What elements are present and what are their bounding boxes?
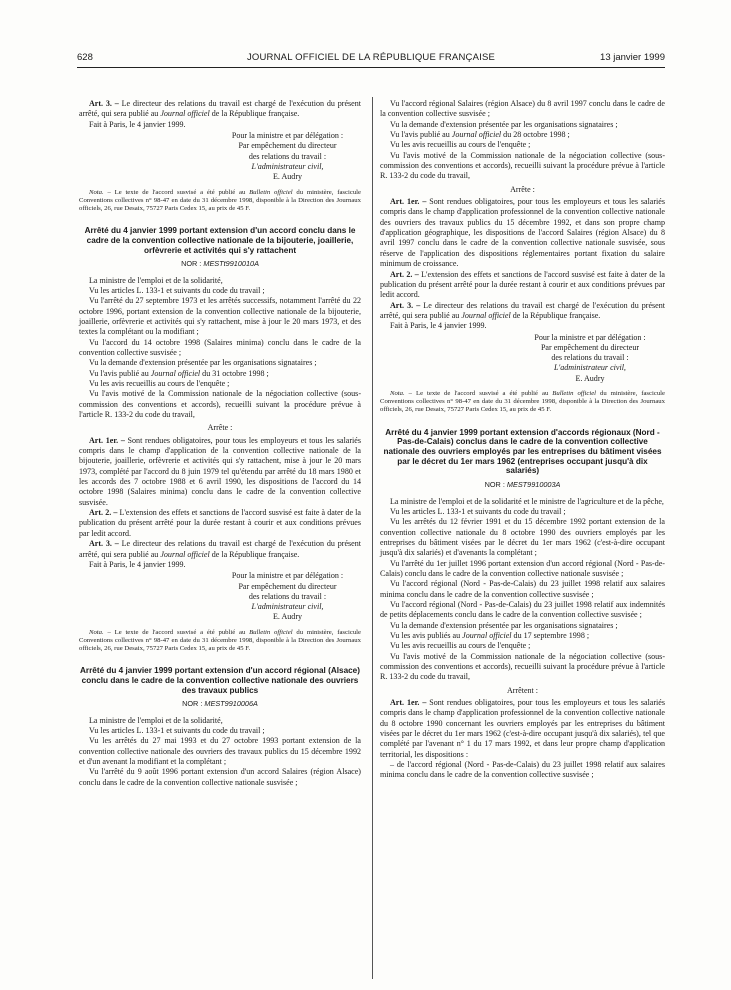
paragraph: Vu les articles L. 133-1 et suivants du code du travail ; [390, 506, 566, 516]
arrete-title-bijouterie: Arrêté du 4 janvier 1999 portant extension d'un accord conclu dans le cadre de la convention collective nationale de la bijouterie, joaillerie, orfèvrerie et activités qui s'y rattachent [84, 226, 356, 255]
fait-a-paris: Fait à Paris, le 4 janvier 1999. [89, 119, 186, 129]
signature-block: Pour la ministre et par délégation : Par empêchement du directeur des relations du travail : L'administrateur civil, E. Audry [231, 571, 344, 622]
arrete-title-batiment: Arrêté du 4 janvier 1999 portant extension d'accords régionaux (Nord - Pas-de-Calais) conclus dans le cadre de la convention collective nationale des ouvriers employés par les entreprises du bâtiment visées par le décret du 1er mars 1962 (entreprises occupant jusqu'à dix salariés) [383, 427, 662, 476]
arretent-heading: Arrêtent : [506, 685, 539, 695]
paragraph: Vu la demande d'extension présentée par les organisations signataires ; [89, 358, 317, 368]
nor-reference: NOR : MEST9910006A [182, 699, 258, 709]
column-divider [372, 97, 373, 979]
article-1: Art. 1er. – Sont rendues obligatoires, pour tous les employeurs et tous les salariés compris dans le champ d'application de la convention collective nationale de la bijouterie, joaillerie, orfèvrerie et activités qui s'y rattachent, mise à jour le 20 mars 1973, complété par l'accord du 8 juin 1979 tel qu'étendu par arrêté du 18 mars 1980 et les accords des 7 octobre 1988 et 6 avril 1990, les dispositions de l'accord du 14 octobre 1998 (Salaires minima) conclu dans le cadre de la convention collective susvisée. [79, 435, 361, 507]
nota: Nota. – Le texte de l'accord susvisé a été publié au Bulletin officiel du ministère, fascicule Conventions collectives n° 98-47 en date du 31 décembre 1998, disponible à la Direction des Journaux officiels, 26, rue Desaix, 75727 Paris Cedex 15, au prix de 45 F. [79, 188, 362, 212]
article-2: Art. 2. – L'extension des effets et sanctions de l'accord susvisé est faite à dater de la publication du présent arrêté pour la durée restant à courir et aux conditions prévues par ledit accord. [380, 269, 665, 300]
nor-reference: NOR : MEST9910003A [484, 480, 561, 490]
fait-a-paris: Fait à Paris, le 4 janvier 1999. [89, 559, 186, 569]
paragraph: Vu les avis recueillis au cours de l'enquête ; [390, 140, 531, 150]
left-column [79, 99, 361, 788]
paragraph: Vu les avis publiés au Journal officiel du 17 septembre 1998 ; [390, 630, 590, 640]
nota: Nota. – Le texte de l'accord susvisé a été publié au Bulletin officiel du ministère, fascicule Conventions collectives n° 98-47 en date du 31 décembre 1998, disponible à la Direction des Journaux officiels, 26, rue Desaix, 75727 Paris Cedex 15, au prix de 45 F. [79, 628, 362, 653]
article-1: Art. 1er. – Sont rendues obligatoires, pour tous les employeurs et tous les salariés compris dans le champ d'application professionnel de la convention collective nationale du 8 octobre 1990 concernant les ouvriers employés par les entreprises du bâtiment visées par le décret du 1er mars 1962 (c'est-à-dire occupant jusqu'à dix salariés), tel que complété par l'avenant n° 1 du 17 mars 1992, et dans leur propre champ d'application territorial, les dispositions : [380, 698, 665, 759]
paragraph: Vu l'arrêté du 9 août 1996 portant extension d'un accord Salaires (région Alsace) conclu dans le cadre de la convention collective nationale susvisée ; [79, 767, 361, 787]
nor-reference: NOR : MESTt9910010A [181, 259, 259, 269]
article-2: Art. 2. – L'extension des effets et sanctions de l'accord susvisé est faite à dater de la publication du présent arrêté pour la durée restant à courir et aux conditions prévues par ledit accord. [79, 508, 361, 538]
header-rule [77, 67, 665, 68]
paragraph: La ministre de l'emploi et de la solidarité et le ministre de l'agriculture et de la pêche, [390, 496, 664, 506]
page-header [77, 52, 665, 66]
paragraph: Vu l'accord du 14 octobre 1998 (Salaires minima) conclu dans le cadre de la convention collective susvisée ; [79, 337, 361, 357]
paragraph: Vu l'avis motivé de la Commission nationale de la négociation collective (sous-commission des conventions et accords), recueilli suivant la procédure prévue à l'article R. 133-2 du code du travail, [79, 389, 361, 420]
paragraph: Vu les arrêtés du 12 février 1991 et du 15 décembre 1992 portant extension de la convention collective nationale du 8 octobre 1990 des ouvriers employés par les entreprises du bâtiment visées par le décret du 1er mars 1962 (c'est-à-dire occupant jusqu'à dix salariés) et d'avenants la complétant ; [380, 517, 665, 558]
paragraph: Vu l'accord régional Salaires (région Alsace) du 8 avril 1997 conclu dans le cadre de la convention collective susvisée ; [380, 99, 665, 119]
paragraph: Vu l'accord régional (Nord - Pas-de-Calais) du 23 juillet 1998 relatif aux indemnités de petits déplacements conclu dans le cadre de la convention collective susvisée ; [380, 599, 665, 620]
paragraph: La ministre de l'emploi et de la solidarité, [89, 715, 223, 725]
arrete-heading: Arrête : [207, 423, 233, 433]
paragraph: Vu les avis recueillis au cours de l'enquête ; [390, 641, 531, 651]
article-3: Art. 3. – Le directeur des relations du travail est chargé de l'exécution du présent arrêté, qui sera publié au Journal officiel de la République française. [79, 539, 362, 559]
article-3: Art. 3. – Le directeur des relations du travail est chargé de l'exécution du présent arrêté, qui sera publié au Journal officiel de la République française. [79, 99, 362, 119]
paragraph: Vu les arrêtés du 27 mai 1993 et du 27 octobre 1993 portant extension de la convention collective nationale des ouvriers des travaux publics du 15 décembre 1992 et d'un avenant la modifiant et la complétant ; [79, 736, 361, 767]
paragraph: Vu l'accord régional (Nord - Pas-de-Calais) du 23 juillet 1998 relatif aux salaires minima conclu dans le cadre de la convention collective susvisée ; [380, 579, 665, 599]
issue-date: 13 janvier 1999 [600, 52, 665, 63]
signature-block: Pour la ministre et par délégation : Par empêchement du directeur des relations du travail : L'administrateur civil, E. Audry [231, 131, 344, 182]
signature-block: Pour la ministre et par délégation : Par empêchement du directeur des relations du travail : L'administrateur civil, E. Audry [534, 332, 646, 383]
paragraph: Vu l'arrêté du 1er juillet 1996 portant extension d'un accord régional (Nord - Pas-de-Calais) conclu dans le cadre de la convention collective nationale susvisée ; [380, 558, 665, 578]
paragraph: Vu l'avis publié au Journal officiel du 28 octobre 1998 ; [390, 130, 570, 140]
paragraph: Vu l'avis motivé de la Commission nationale de la négociation collective (sous-commission des conventions et accords), recueilli suivant la procédure prévue à l'article R. 133-2 du code du travail, [380, 150, 665, 181]
paragraph: Vu la demande d'extension présentée par les organisations signataires ; [390, 119, 618, 129]
paragraph: La ministre de l'emploi et de la solidarité, [89, 275, 223, 285]
paragraph: Vu les articles L. 133-1 et suivants du code du travail ; [89, 726, 265, 736]
arrete-title-travaux-publics: Arrêté du 4 janvier 1999 portant extension d'un accord régional (Alsace) conclu dans le cadre de la convention collective nationale des ouvriers des travaux publics [80, 666, 360, 695]
dash-item: – de l'accord régional (Nord - Pas-de-Calais) du 23 juillet 1998 relatif aux salaires minima conclu dans le cadre de la convention collective susvisée ; [380, 760, 665, 780]
journal-title: JOURNAL OFFICIEL DE LA RÉPUBLIQUE FRANÇAISE [246, 52, 496, 63]
nota: Nota. – Le texte de l'accord susvisé a été publié au Bulletin officiel du ministère, fascicule Conventions collectives n° 98-47 en date du 31 décembre 1998, disponible à la Direction des Journaux officiels, 26, rue Desaix, 75727 Paris Cedex 15, au prix de 45 F. [380, 390, 665, 414]
paragraph: Vu la demande d'extension présentée par les organisations signataires ; [390, 620, 618, 630]
fait-a-paris: Fait à Paris, le 4 janvier 1999. [390, 321, 487, 331]
article-1: Art. 1er. – Sont rendues obligatoires, pour tous les employeurs et tous les salariés compris dans le champ d'application professionnel de la convention collective nationale des ouvriers des travaux publics du 15 décembre 1992, et dans son propre champ d'application géographique, les dispositions de l'accord Salaires (région Alsace) du 8 avril 1997 conclu dans le cadre de la convention collective nationale susvisée, sous réserve de l'application des dispositions réglementaires portant fixation du salaire minimum de croissance. [380, 197, 665, 269]
page-number: 628 [77, 52, 93, 63]
arrete-heading: Arrête : [510, 184, 535, 194]
paragraph: Vu l'arrêté du 27 septembre 1973 et les arrêtés successifs, notamment l'arrêté du 22 octobre 1996, portant extension de la convention collective nationale de la bijouterie, joaillerie, orfèvrerie et activités qui s'y rattachent, mise à jour le 20 mars 1973, et des textes la complétant ou la modifiant ; [79, 296, 361, 337]
right-column [380, 99, 665, 781]
paragraph: Vu l'avis publié au Journal officiel du 31 octobre 1998 ; [89, 368, 269, 378]
article-3: Art. 3. – Le directeur des relations du travail est chargé de l'exécution du présent arrêté, qui sera publié au Journal officiel de la République française. [380, 300, 665, 320]
paragraph: Vu les articles L. 133-1 et suivants du code du travail ; [89, 285, 265, 295]
paragraph: Vu les avis recueillis au cours de l'enquête ; [89, 379, 230, 389]
paragraph: Vu l'avis motivé de la Commission nationale de la négociation collective (sous-commission des conventions et accords), recueilli suivant la procédure prévue à l'article R. 133-2 du code du travail, [380, 651, 665, 682]
